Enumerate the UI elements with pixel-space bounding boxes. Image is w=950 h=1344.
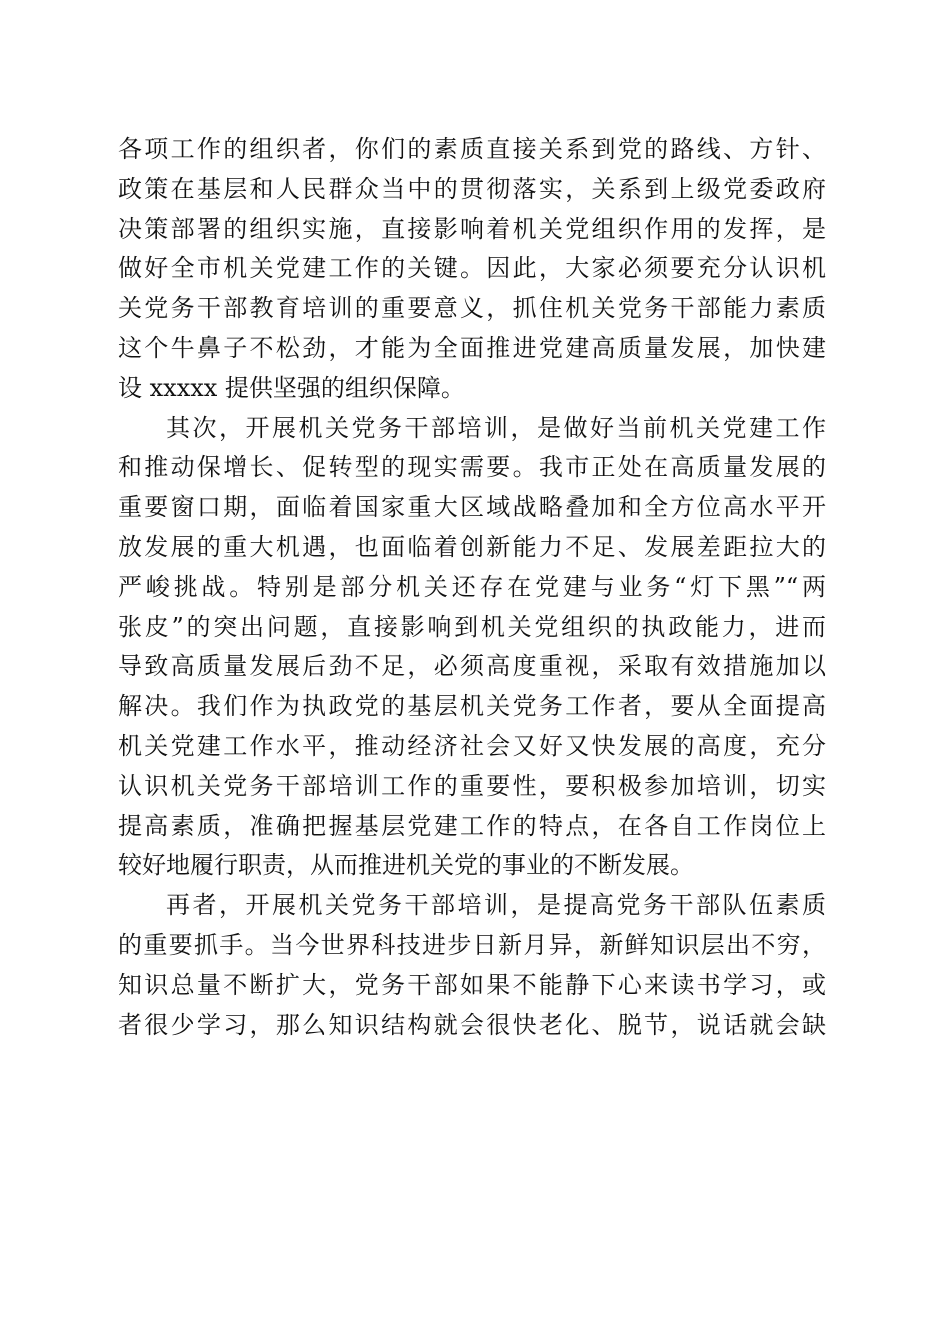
text-line: 再者，开展机关党务干部培训，是提高党务干部队伍素质 xyxy=(166,891,826,920)
text-line: 做好全市机关党建工作的关键。因此，大家必须要充分认识机 xyxy=(118,254,826,283)
text-line: 其次，开展机关党务干部培训，是做好当前机关党建工作 xyxy=(166,413,826,442)
text-line: 的重要抓手。当今世界科技进步日新月异，新鲜知识层出不穷， xyxy=(118,930,826,959)
text-line: 解决。我们作为执政党的基层机关党务工作者，要从全面提高 xyxy=(118,692,826,721)
paragraph-1 xyxy=(118,130,826,409)
text-line: 导致高质量发展后劲不足，必须高度重视，采取有效措施加以 xyxy=(118,652,826,681)
text-line: 较好地履行职责，从而推进机关党的事业的不断发展。 xyxy=(118,851,694,880)
text-line: 放发展的重大机遇，也面临着创新能力不足、发展差距拉大的 xyxy=(118,532,826,561)
text-line: 张皮”的突出问题，直接影响到机关党组织的执政能力，进而 xyxy=(118,612,826,641)
text-line: 政策在基层和人民群众当中的贯彻落实，关系到上级党委政府 xyxy=(118,174,826,203)
text-line: 严峻挑战。特别是部分机关还存在党建与业务“灯下黑”“两 xyxy=(118,572,826,601)
text-line: 机关党建工作水平，推动经济社会又好又快发展的高度，充分 xyxy=(118,731,826,760)
document-body xyxy=(118,130,826,1045)
text-line: 认识机关党务干部培训工作的重要性，要积极参加培训，切实 xyxy=(118,771,826,800)
text-line: 各项工作的组织者，你们的素质直接关系到党的路线、方针、 xyxy=(118,135,826,163)
paragraph-3 xyxy=(118,886,826,1045)
text-line: 设 xxxxx 提供坚强的组织保障。 xyxy=(118,373,465,402)
text-line: 关党务干部教育培训的重要意义，抓住机关党务干部能力素质 xyxy=(118,294,826,323)
text-line: 和推动保增长、促转型的现实需要。我市正处在高质量发展的 xyxy=(118,453,826,482)
text-line: 这个牛鼻子不松劲，才能为全面推进党建高质量发展，加快建 xyxy=(118,333,826,362)
text-line: 重要窗口期，面临着国家重大区域战略叠加和全方位高水平开 xyxy=(118,493,826,522)
text-line: 提高素质，准确把握基层党建工作的特点，在各自工作岗位上 xyxy=(118,811,826,840)
text-line: 者很少学习，那么知识结构就会很快老化、脱节，说话就会缺 xyxy=(118,1010,826,1039)
text-line: 决策部署的组织实施，直接影响着机关党组织作用的发挥，是 xyxy=(118,214,826,243)
text-line: 知识总量不断扩大，党务干部如果不能静下心来读书学习，或 xyxy=(118,970,826,999)
paragraph-2 xyxy=(118,409,826,887)
